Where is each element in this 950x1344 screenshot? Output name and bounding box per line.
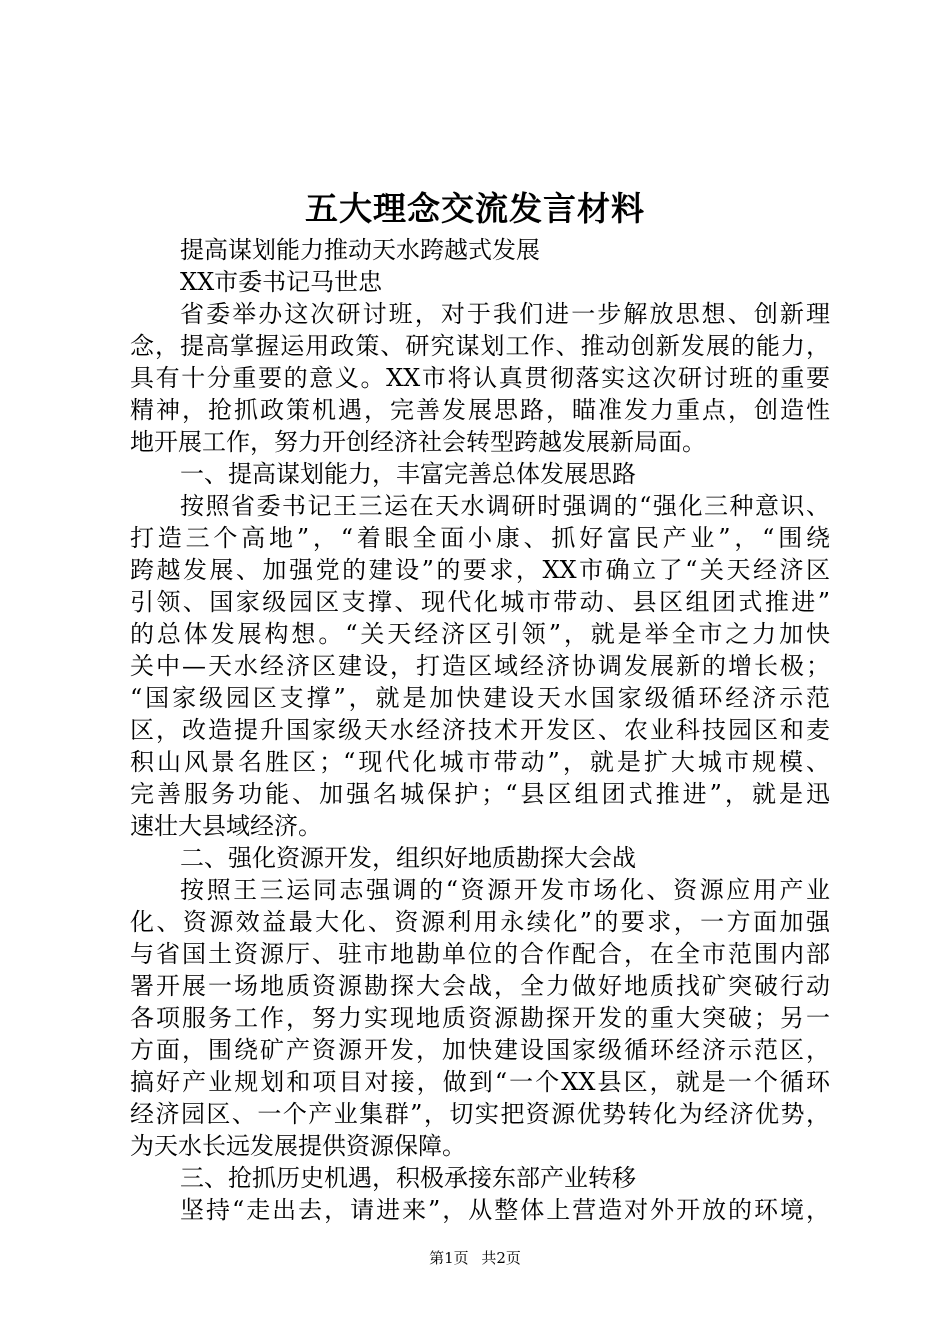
text-line: 各项服务工作，努力实现地质资源勘探开发的重大突破；另一 [130, 1004, 830, 1032]
page-number: 第1页 [429, 1249, 469, 1267]
text-line: 与省国土资源厅、驻市地勘单位的合作配合，在全市范围内部 [130, 940, 830, 968]
text-line: 引领、国家级园区支撑、现代化城市带动、县区组团式推进” [130, 588, 830, 616]
text-line: 化、资源效益最大化、资源利用永续化”的要求，一方面加强 [130, 908, 830, 936]
document-title: 五大理念交流发言材料 [305, 189, 645, 228]
text-line: 具有十分重要的意义。XX市将认真贯彻落实这次研讨班的重要 [130, 364, 830, 392]
text-line: 念，提高掌握运用政策、研究谋划工作、推动创新发展的能力， [130, 332, 830, 360]
text-line: 二、强化资源开发，组织好地质勘探大会战 [180, 844, 636, 872]
text-line: 方面，围绕矿产资源开发，加快建设国家级循环经济示范区， [130, 1036, 830, 1064]
text-line: 区，改造提升国家级天水经济技术开发区、农业科技园区和麦 [130, 716, 830, 744]
text-line: 关中—天水经济区建设，打造区域经济协调发展新的增长极； [130, 652, 830, 680]
text-line: 跨越发展、加强党的建设”的要求，XX市确立了“关天经济区 [130, 556, 830, 584]
text-line: 精神，抢抓政策机遇，完善发展思路，瞄准发力重点，创造性 [130, 396, 830, 424]
text-line: 搞好产业规划和项目对接，做到“一个XX县区，就是一个循环 [130, 1068, 830, 1096]
text-line: 按照王三运同志强调的“资源开发市场化、资源应用产业 [180, 876, 830, 904]
text-line: 地开展工作，努力开创经济社会转型跨越发展新局面。 [130, 428, 706, 456]
text-line: 一、提高谋划能力，丰富完善总体发展思路 [180, 460, 636, 488]
text-line: 完善服务功能、加强名城保护；“县区组团式推进”，就是迅 [130, 780, 830, 808]
text-line: 省委举办这次研讨班，对于我们进一步解放思想、创新理 [180, 300, 830, 328]
text-line: 署开展一场地质资源勘探大会战，全力做好地质找矿突破行动 [130, 972, 830, 1000]
text-line: 三、抢抓历史机遇，积极承接东部产业转移 [180, 1164, 636, 1192]
text-line: XX市委书记马世忠 [180, 268, 383, 296]
text-line: 的总体发展构想。“关天经济区引领”，就是举全市之力加快 [130, 620, 830, 648]
page-footer [0, 1248, 950, 1268]
text-line: 打造三个高地”，“着眼全面小康、抓好富民产业”，“围绕 [130, 524, 830, 552]
document-body [130, 234, 830, 1226]
text-line: 经济园区、一个产业集群”，切实把资源优势转化为经济优势， [130, 1100, 830, 1128]
text-line: “国家级园区支撑”，就是加快建设天水国家级循环经济示范 [130, 684, 830, 712]
text-line: 速壮大县域经济。 [130, 812, 322, 840]
text-line: 提高谋划能力推动天水跨越式发展 [180, 236, 540, 264]
text-line: 按照省委书记王三运在天水调研时强调的“强化三种意识、 [180, 492, 830, 520]
page-count: 共2页 [481, 1249, 521, 1267]
text-line: 积山风景名胜区；“现代化城市带动”，就是扩大城市规模、 [130, 748, 830, 776]
text-line: 坚持“走出去，请进来”，从整体上营造对外开放的环境， [180, 1196, 830, 1224]
text-line: 为天水长远发展提供资源保障。 [130, 1132, 466, 1160]
